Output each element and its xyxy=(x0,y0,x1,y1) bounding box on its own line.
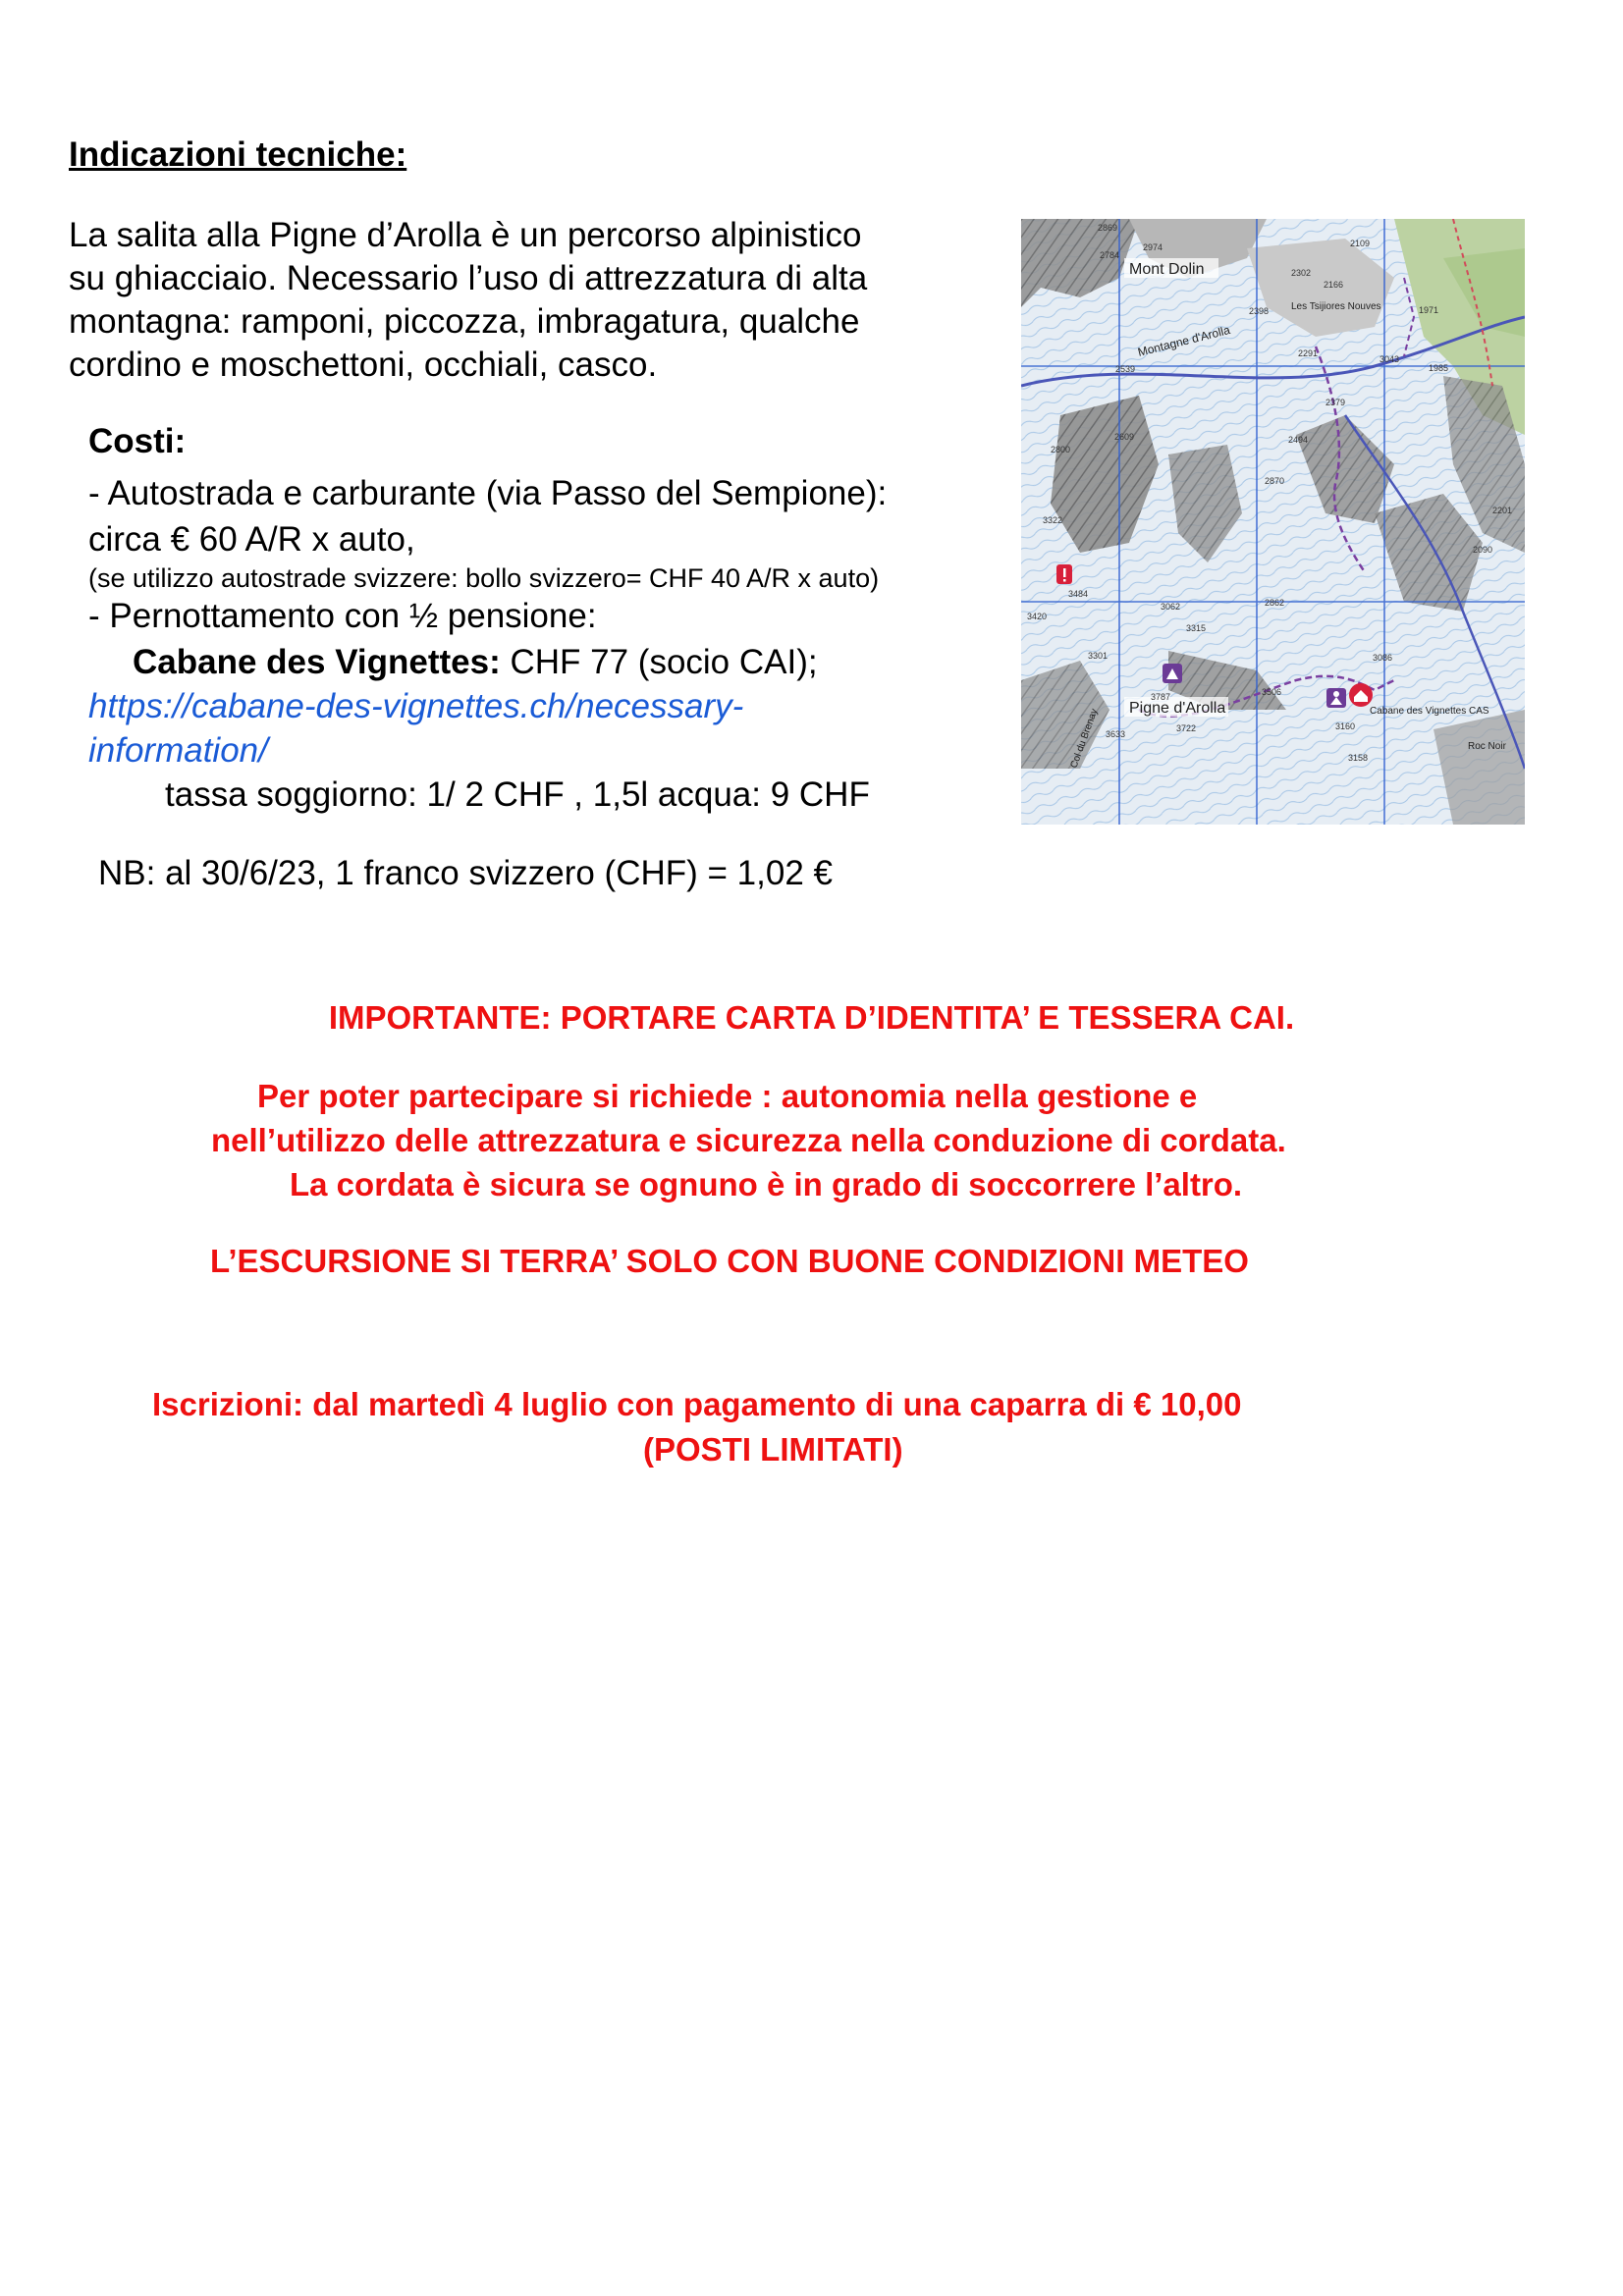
hut-cost-line xyxy=(133,643,818,682)
spot-height: 2974 xyxy=(1143,242,1163,252)
spot-height: 2539 xyxy=(1115,364,1136,374)
warning-icon xyxy=(1056,564,1072,584)
spot-height: 3315 xyxy=(1186,623,1207,633)
swiss-vignette-note: (se utilizzo autostrade svizzere: bollo svizzero= CHF 40 A/R x auto) xyxy=(88,563,880,593)
spot-height: 3062 xyxy=(1161,602,1181,612)
intro-line-3: montagna: ramponi, piccozza, imbragatura, qualche xyxy=(69,302,860,341)
map-label-pigne: Pigne d'Arolla xyxy=(1129,700,1226,717)
weather-notice: L’ESCURSIONE SI TERRA’ SOLO CON BUONE CONDIZIONI METEO xyxy=(210,1243,1249,1279)
map-label-cabane: Cabane des Vignettes CAS xyxy=(1370,706,1489,717)
spot-height: 2494 xyxy=(1288,435,1309,445)
hut-link-line-1[interactable]: https://cabane-des-vignettes.ch/necessary- xyxy=(88,687,744,725)
intro-line-1: La salita alla Pigne d’Arolla è un percorso alpinistico xyxy=(69,216,862,254)
spot-height: 3043 xyxy=(1380,354,1400,364)
hut-price: CHF 77 (socio CAI); xyxy=(500,643,818,681)
spot-height: 2302 xyxy=(1291,268,1312,278)
exchange-rate-note: NB: al 30/6/23, 1 franco svizzero (CHF) = 1,02 € xyxy=(98,854,833,892)
spot-height: 2870 xyxy=(1265,476,1285,486)
spot-height: 2109 xyxy=(1350,239,1371,248)
highway-cost-price: circa € 60 A/R x auto, xyxy=(88,520,415,559)
spot-height: 2784 xyxy=(1100,250,1120,260)
spot-height: 3160 xyxy=(1335,721,1356,731)
map-label-col: Col du Brenay xyxy=(1068,707,1101,771)
map-label-roc-noir: Roc Noir xyxy=(1468,741,1506,752)
spot-height: 3787 xyxy=(1151,692,1171,702)
spot-height: 2869 xyxy=(1098,223,1118,233)
map-label-tsijiores: Les Tsijiores Nouves xyxy=(1291,301,1381,312)
route-map xyxy=(1021,219,1525,825)
map-label-mont-dolin: Mont Dolin xyxy=(1129,261,1205,278)
spot-height: 2291 xyxy=(1298,348,1319,358)
spot-height: 3301 xyxy=(1088,651,1109,661)
spot-height: 2090 xyxy=(1473,545,1493,555)
highway-cost-line: - Autostrada e carburante (via Passo del Sempione): xyxy=(88,474,888,512)
spot-height: 2609 xyxy=(1114,432,1135,442)
spot-height: 2379 xyxy=(1325,398,1346,407)
spot-height: 3722 xyxy=(1176,723,1197,733)
intro-line-4: cordino e moschettoni, occhiali, casco. xyxy=(69,346,658,384)
spot-height: 3086 xyxy=(1373,653,1393,663)
spot-height: 3420 xyxy=(1027,612,1048,621)
spot-height: 1985 xyxy=(1429,363,1449,373)
page-title: Indicazioni tecniche: xyxy=(69,135,407,174)
costs-title: Costi: xyxy=(88,422,187,460)
spot-height: 2398 xyxy=(1249,306,1270,316)
map-label-montagne: Montagne d'Arolla xyxy=(1136,323,1232,359)
requirements-line-1: Per poter partecipare si richiede : autonomia nella gestione e xyxy=(257,1078,1198,1114)
hut-name: Cabane des Vignettes: xyxy=(133,643,501,681)
important-notice: IMPORTANTE: PORTARE CARTA D’IDENTITA’ E TESSERA CAI. xyxy=(328,999,1295,1036)
spot-height: 2166 xyxy=(1324,280,1344,290)
hut-icon xyxy=(1349,683,1373,707)
spot-height: 2201 xyxy=(1492,506,1513,515)
summit-icon xyxy=(1163,664,1182,683)
spot-height: 3158 xyxy=(1348,753,1369,763)
hiker-icon xyxy=(1326,688,1346,708)
spot-height: 2800 xyxy=(1051,445,1071,454)
spot-height: 3322 xyxy=(1043,515,1063,525)
tax-water-line: tassa soggiorno: 1/ 2 CHF , 1,5l acqua: 9 CHF xyxy=(165,775,870,814)
requirements-line-2: nell’utilizzo delle attrezzatura e sicurezza nella conduzione di cordata. xyxy=(211,1122,1286,1158)
intro-line-2: su ghiacciaio. Necessario l’uso di attrezzatura di alta xyxy=(69,259,868,297)
requirements-line-3: La cordata è sicura se ognuno è in grado di soccorrere l’altro. xyxy=(290,1166,1243,1202)
spot-height: 3506 xyxy=(1262,687,1282,697)
limited-places-notice: (POSTI LIMITATI) xyxy=(643,1431,903,1468)
spot-height: 1971 xyxy=(1419,305,1439,315)
spot-height: 2862 xyxy=(1265,598,1285,608)
spot-height: 3484 xyxy=(1068,589,1089,599)
registration-notice: Iscrizioni: dal martedì 4 luglio con pagamento di una caparra di € 10,00 xyxy=(152,1386,1242,1422)
hut-link-line-2[interactable]: information/ xyxy=(88,731,268,770)
spot-height: 3633 xyxy=(1106,729,1126,739)
overnight-line: - Pernottamento con ½ pensione: xyxy=(88,597,597,635)
